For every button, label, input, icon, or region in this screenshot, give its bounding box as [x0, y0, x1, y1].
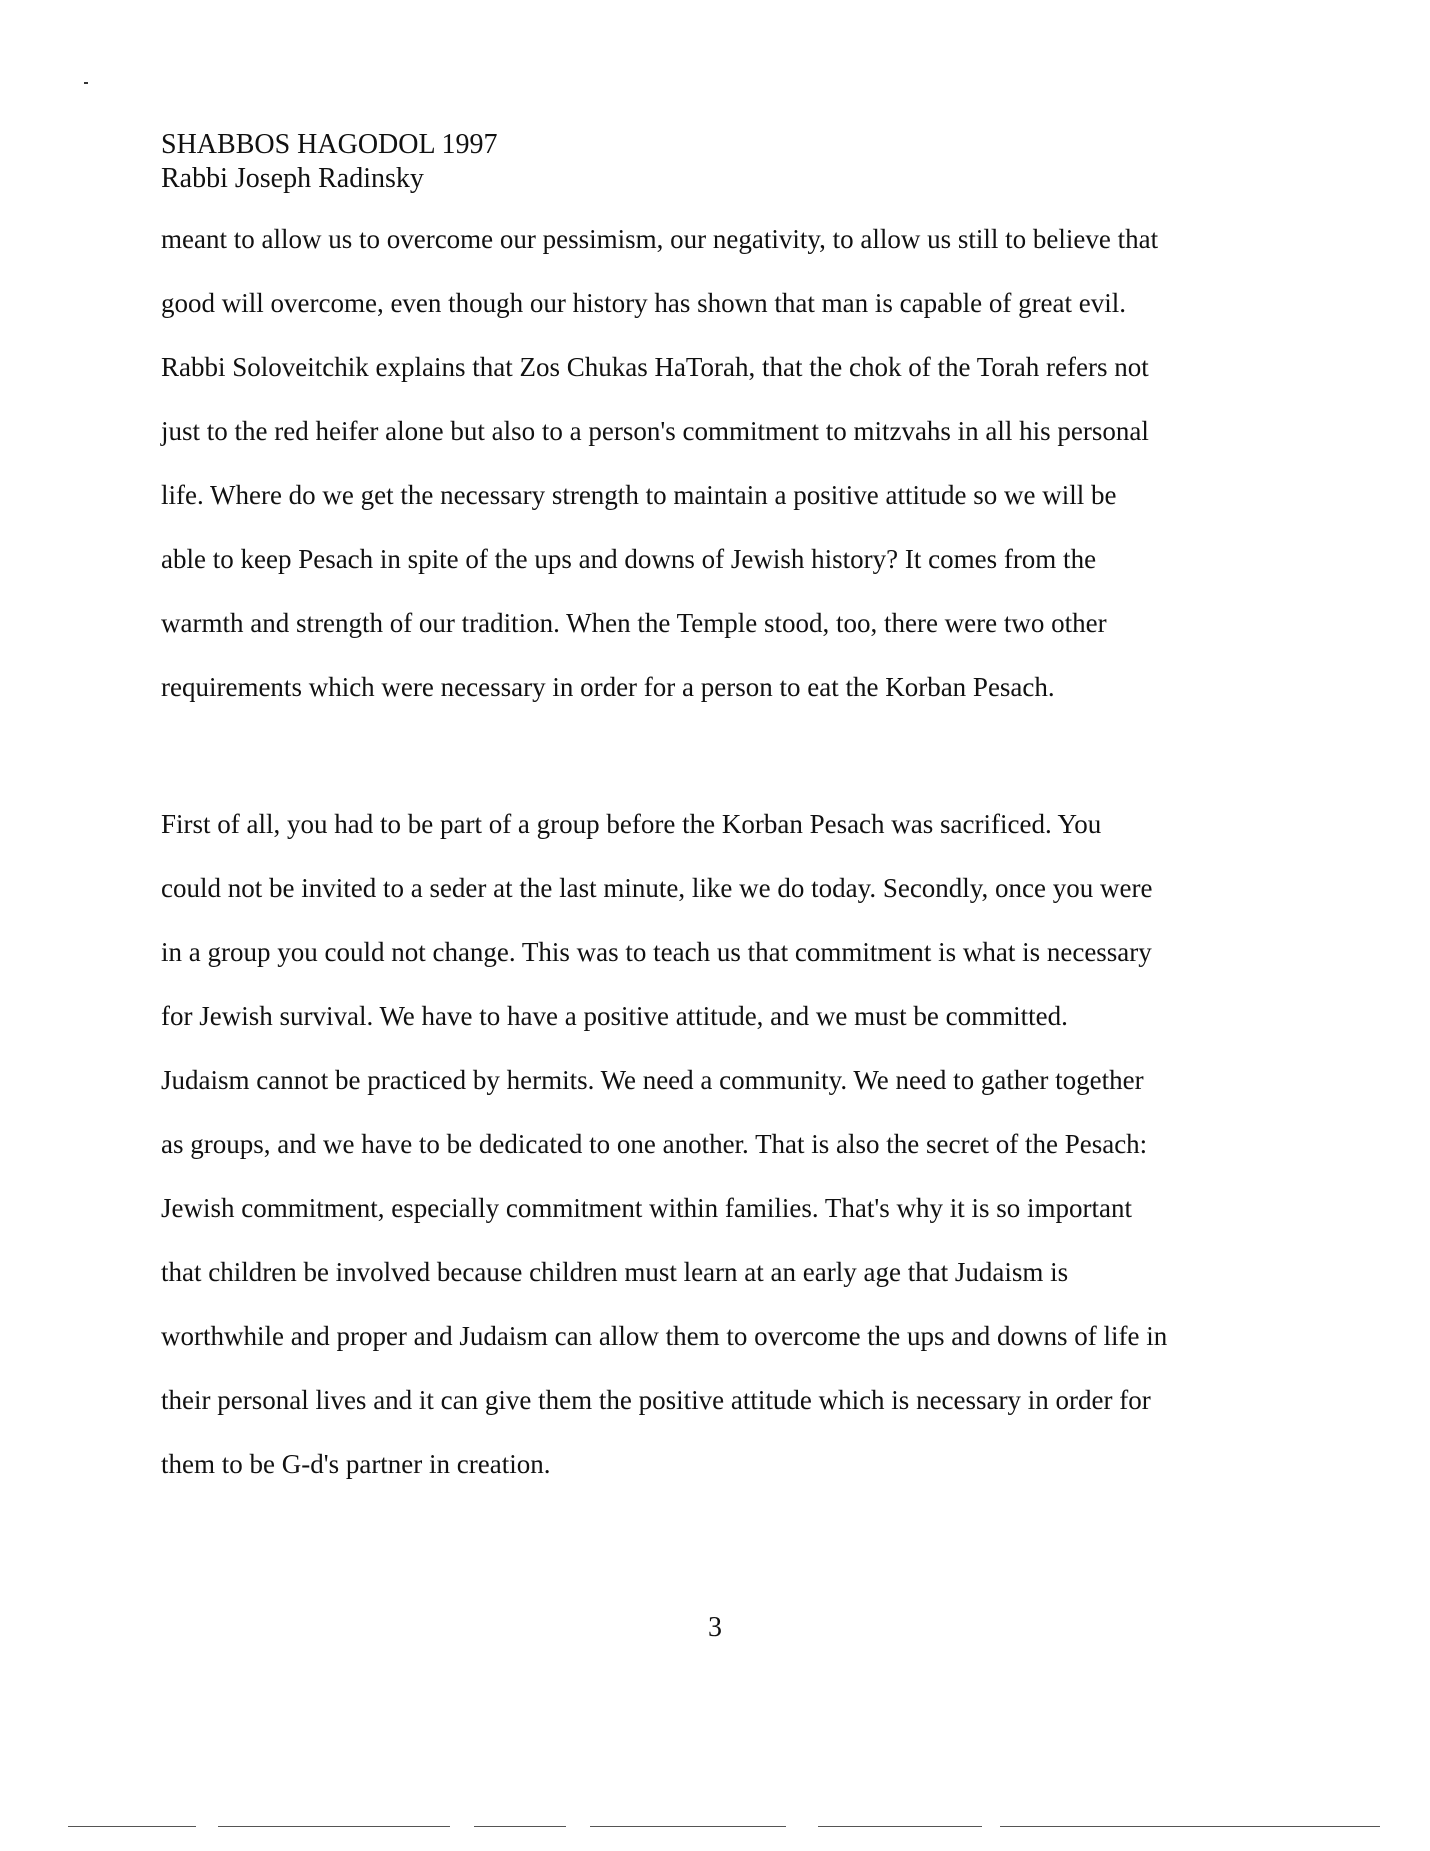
text-line: their personal lives and it can give them the positive attitude which is necessary in order for — [161, 1385, 1151, 1415]
footer-rule — [590, 1826, 786, 1827]
text-line: requirements which were necessary in order for a person to eat the Korban Pesach. — [161, 672, 1055, 702]
text-line: them to be G-d's partner in creation. — [161, 1449, 551, 1479]
text-line: could not be invited to a seder at the last minute, like we do today. Secondly, once you were — [161, 873, 1153, 903]
text-line: that children be involved because children must learn at an early age that Judaism is — [161, 1257, 1069, 1287]
footer-rule — [474, 1826, 566, 1827]
document-header — [161, 128, 498, 196]
footer-rule — [818, 1826, 982, 1827]
text-line: able to keep Pesach in spite of the ups and downs of Jewish history? It comes from the — [161, 544, 1097, 574]
text-line: Rabbi Soloveitchik explains that Zos Chukas HaTorah, that the chok of the Torah refers not — [161, 352, 1149, 382]
footer-rule — [68, 1826, 196, 1827]
text-line: in a group you could not change. This was to teach us that commitment is what is necessary — [161, 937, 1152, 967]
text-line: just to the red heifer alone but also to a person's commitment to mitzvahs in all his personal — [161, 416, 1149, 446]
text-line: Judaism cannot be practiced by hermits. We need a community. We need to gather together — [161, 1065, 1144, 1095]
text-line: life. Where do we get the necessary strength to maintain a positive attitude so we will be — [161, 480, 1117, 510]
text-line: warmth and strength of our tradition. When the Temple stood, too, there were two other — [161, 608, 1107, 638]
text-line: Jewish commitment, especially commitment within families. That's why it is so important — [161, 1193, 1132, 1223]
paragraph-1 — [161, 207, 1291, 719]
text-line: for Jewish survival. We have to have a positive attitude, and we must be committed. — [161, 1001, 1068, 1031]
footer-rule — [1000, 1826, 1380, 1827]
page-number: 3 — [708, 1612, 722, 1643]
footer-rule — [218, 1826, 450, 1827]
text-line: worthwhile and proper and Judaism can allow them to overcome the ups and downs of life in — [161, 1321, 1168, 1351]
document-title: SHABBOS HAGODOL 1997 — [161, 129, 498, 160]
text-line: as groups, and we have to be dedicated to one another. That is also the secret of the Pesach: — [161, 1129, 1148, 1159]
document-author: Rabbi Joseph Radinsky — [161, 163, 424, 194]
paragraph-2 — [161, 792, 1291, 1496]
text-line: meant to allow us to overcome our pessimism, our negativity, to allow us still to believe that — [161, 224, 1159, 254]
text-line: First of all, you had to be part of a group before the Korban Pesach was sacrificed. You — [161, 809, 1102, 839]
text-line: good will overcome, even though our history has shown that man is capable of great evil. — [161, 288, 1127, 318]
scan-speck — [84, 82, 88, 84]
